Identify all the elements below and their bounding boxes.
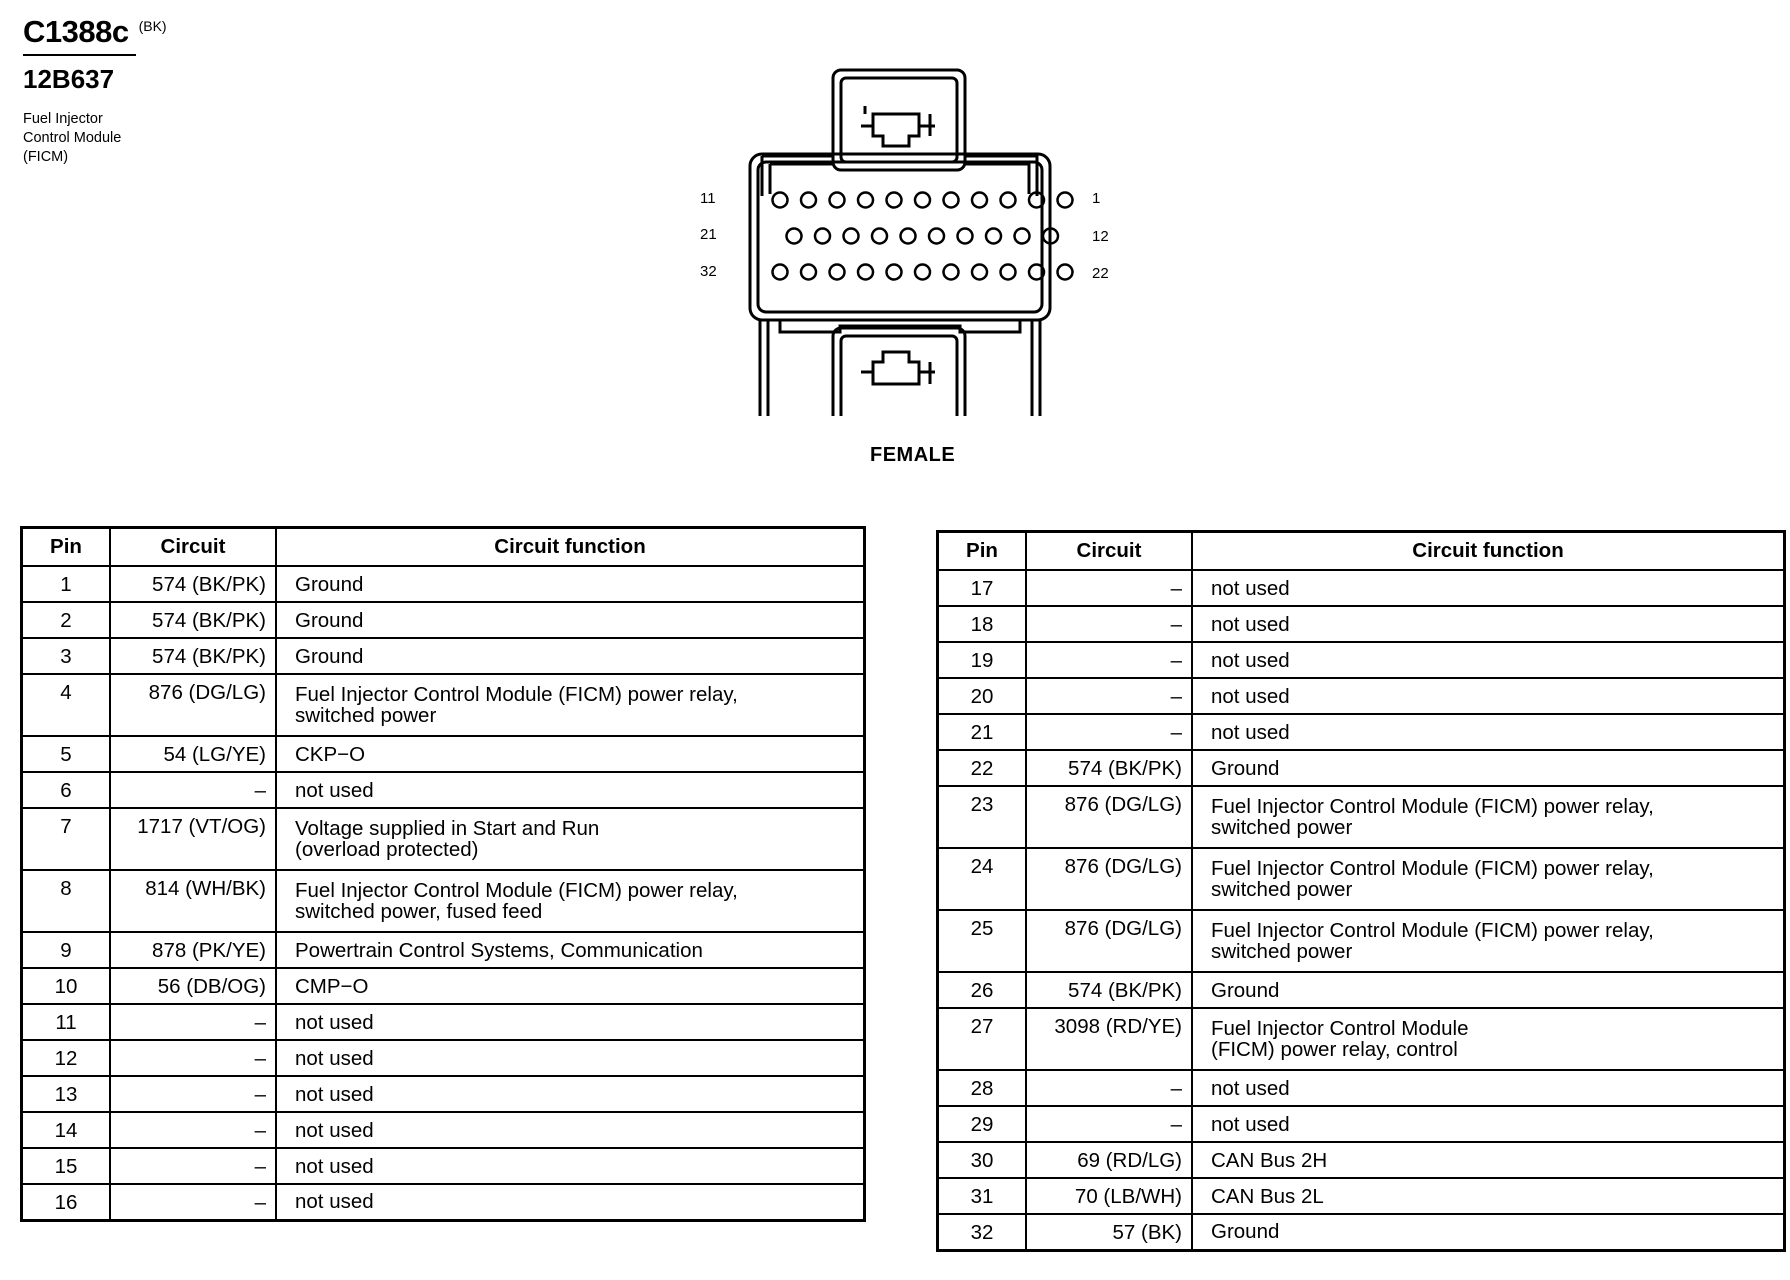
circuit-cell: 574 (BK/PK) xyxy=(1026,750,1192,786)
function-cell: not used xyxy=(276,1112,865,1148)
table-row xyxy=(938,1070,1785,1106)
function-cell: Fuel Injector Control Module (FICM) power relay, switched power xyxy=(1192,848,1785,910)
table-row xyxy=(938,678,1785,714)
function-cell: Fuel Injector Control Module (FICM) power relay, control xyxy=(1192,1008,1785,1070)
header-circuit: Circuit xyxy=(110,528,276,567)
function-cell: CAN Bus 2H xyxy=(1192,1142,1785,1178)
function-cell: not used xyxy=(1192,678,1785,714)
circuit-cell: – xyxy=(110,1184,276,1220)
circuit-cell: – xyxy=(110,1148,276,1184)
function-cell: not used xyxy=(276,1040,865,1076)
pin-table-right xyxy=(936,530,1786,1252)
pin-cell: 25 xyxy=(938,910,1027,972)
pin-cell: 29 xyxy=(938,1106,1027,1142)
table-row xyxy=(22,1184,865,1220)
circuit-cell: 574 (BK/PK) xyxy=(110,602,276,638)
pin-label-1: 1 xyxy=(1092,190,1101,207)
pin-hole xyxy=(773,265,788,280)
header-function: Circuit function xyxy=(1192,532,1785,571)
circuit-cell: 574 (BK/PK) xyxy=(110,566,276,602)
function-cell: not used xyxy=(276,1004,865,1040)
function-cell: not used xyxy=(1192,1070,1785,1106)
table-row xyxy=(938,848,1785,910)
pin-cell: 8 xyxy=(22,870,111,932)
circuit-cell: – xyxy=(1026,678,1192,714)
pin-cell: 11 xyxy=(22,1004,111,1040)
pin-hole xyxy=(844,229,859,244)
pin-hole xyxy=(1058,265,1073,280)
table-row xyxy=(22,968,865,1004)
pin-cell: 2 xyxy=(22,602,111,638)
pin-hole xyxy=(773,193,788,208)
pin-hole xyxy=(887,265,902,280)
pin-hole xyxy=(929,229,944,244)
pin-hole xyxy=(801,193,816,208)
circuit-cell: – xyxy=(1026,1106,1192,1142)
pin-hole xyxy=(787,229,802,244)
pin-hole xyxy=(944,193,959,208)
pin-cell: 15 xyxy=(22,1148,111,1184)
pin-cell: 20 xyxy=(938,678,1027,714)
pin-cell: 18 xyxy=(938,606,1027,642)
table-row xyxy=(938,714,1785,750)
pin-hole xyxy=(872,229,887,244)
table-row xyxy=(22,736,865,772)
pin-hole xyxy=(958,229,973,244)
table-row xyxy=(22,1004,865,1040)
description-line: (FICM) xyxy=(23,149,69,165)
top-latch-detail xyxy=(861,106,935,146)
pin-hole xyxy=(1001,193,1016,208)
table-row xyxy=(938,642,1785,678)
circuit-cell: 70 (LB/WH) xyxy=(1026,1178,1192,1214)
function-cell: not used xyxy=(1192,606,1785,642)
pin-cell: 17 xyxy=(938,570,1027,606)
circuit-cell: 876 (DG/LG) xyxy=(1026,786,1192,848)
connector-face-diagram xyxy=(690,66,1090,416)
pin-hole xyxy=(815,229,830,244)
pin-cell: 3 xyxy=(22,638,111,674)
circuit-cell: – xyxy=(110,1112,276,1148)
function-cell: not used xyxy=(276,772,865,808)
function-cell: Ground xyxy=(1192,972,1785,1008)
pin-label-11: 11 xyxy=(700,190,716,207)
pin-cell: 4 xyxy=(22,674,111,736)
pin-hole xyxy=(887,193,902,208)
function-cell: not used xyxy=(276,1148,865,1184)
table-row xyxy=(22,772,865,808)
circuit-cell: 56 (DB/OG) xyxy=(110,968,276,1004)
pin-cell: 21 xyxy=(938,714,1027,750)
table-row xyxy=(938,1142,1785,1178)
circuit-cell: 3098 (RD/YE) xyxy=(1026,1008,1192,1070)
circuit-cell: – xyxy=(1026,714,1192,750)
pin-hole xyxy=(1015,229,1030,244)
table-row xyxy=(22,602,865,638)
pin-cell: 27 xyxy=(938,1008,1027,1070)
pin-hole xyxy=(944,265,959,280)
pin-cell: 28 xyxy=(938,1070,1027,1106)
pin-hole xyxy=(801,265,816,280)
pin-cell: 23 xyxy=(938,786,1027,848)
table-row xyxy=(938,1214,1785,1250)
table-header-row xyxy=(938,532,1785,571)
circuit-cell: 876 (DG/LG) xyxy=(1026,848,1192,910)
pin-hole xyxy=(915,193,930,208)
pin-cell: 26 xyxy=(938,972,1027,1008)
function-cell: Voltage supplied in Start and Run (overload protected) xyxy=(276,808,865,870)
circuit-cell: – xyxy=(110,1004,276,1040)
pin-label-12: 12 xyxy=(1092,228,1109,245)
pin-cell: 19 xyxy=(938,642,1027,678)
pin-cell: 13 xyxy=(22,1076,111,1112)
function-cell: Powertrain Control Systems, Communication xyxy=(276,932,865,968)
circuit-cell: 57 (BK) xyxy=(1026,1214,1192,1250)
pin-hole xyxy=(972,265,987,280)
pin-cell: 30 xyxy=(938,1142,1027,1178)
table-row xyxy=(938,570,1785,606)
lower-frame xyxy=(760,320,1040,416)
function-cell: Ground xyxy=(276,602,865,638)
function-cell: not used xyxy=(1192,642,1785,678)
pin-hole xyxy=(986,229,1001,244)
pin-cell: 5 xyxy=(22,736,111,772)
part-number: 12B637 xyxy=(23,64,115,94)
header-circuit: Circuit xyxy=(1026,532,1192,571)
function-cell: CAN Bus 2L xyxy=(1192,1178,1785,1214)
connector-color: (BK) xyxy=(138,18,167,34)
description-line: Fuel Injector xyxy=(23,111,103,127)
pin-cell: 7 xyxy=(22,808,111,870)
connector-gender-label: FEMALE xyxy=(870,444,956,466)
table-row xyxy=(938,606,1785,642)
circuit-cell: – xyxy=(1026,642,1192,678)
function-cell: Ground xyxy=(276,566,865,602)
circuit-cell: 1717 (VT/OG) xyxy=(110,808,276,870)
bottom-latch-inner xyxy=(841,336,957,416)
circuit-cell: – xyxy=(110,1040,276,1076)
pin-cell: 10 xyxy=(22,968,111,1004)
table-row xyxy=(938,1178,1785,1214)
header-pin: Pin xyxy=(938,532,1027,571)
table-row xyxy=(938,1106,1785,1142)
pin-cell: 12 xyxy=(22,1040,111,1076)
pin-cell: 31 xyxy=(938,1178,1027,1214)
circuit-cell: 574 (BK/PK) xyxy=(110,638,276,674)
circuit-cell: – xyxy=(110,1076,276,1112)
pin-cell: 16 xyxy=(22,1184,111,1220)
connector-id: C1388c xyxy=(23,14,129,49)
circuit-cell: 574 (BK/PK) xyxy=(1026,972,1192,1008)
function-cell: CMP−O xyxy=(276,968,865,1004)
circuit-cell: 876 (DG/LG) xyxy=(1026,910,1192,972)
function-cell: CKP−O xyxy=(276,736,865,772)
pin-label-22: 22 xyxy=(1092,265,1109,282)
table-row xyxy=(22,808,865,870)
pin-hole xyxy=(1058,193,1073,208)
table-row xyxy=(22,1040,865,1076)
pin-cell: 6 xyxy=(22,772,111,808)
pin-hole xyxy=(1001,265,1016,280)
bottom-latch-detail xyxy=(861,352,935,384)
function-cell: Fuel Injector Control Module (FICM) power relay, switched power xyxy=(1192,786,1785,848)
circuit-cell: – xyxy=(110,772,276,808)
connector-title xyxy=(23,14,167,50)
table-row xyxy=(22,674,865,736)
table-row xyxy=(938,750,1785,786)
table-row xyxy=(938,1008,1785,1070)
pin-label-32: 32 xyxy=(700,263,717,280)
circuit-cell: 878 (PK/YE) xyxy=(110,932,276,968)
function-cell: Fuel Injector Control Module (FICM) power relay, switched power, fused feed xyxy=(276,870,865,932)
pin-cell: 24 xyxy=(938,848,1027,910)
table-row xyxy=(938,910,1785,972)
table-row xyxy=(22,1148,865,1184)
pin-cell: 32 xyxy=(938,1214,1027,1250)
title-underline xyxy=(23,54,136,56)
function-cell: not used xyxy=(1192,1106,1785,1142)
table-row xyxy=(22,932,865,968)
pin-cell: 22 xyxy=(938,750,1027,786)
pin-hole xyxy=(858,193,873,208)
body-bottom-notch xyxy=(780,320,1020,332)
pin-cell: 14 xyxy=(22,1112,111,1148)
function-cell: not used xyxy=(276,1076,865,1112)
description-line: Control Module xyxy=(23,130,122,146)
circuit-cell: – xyxy=(1026,1070,1192,1106)
circuit-cell: 54 (LG/YE) xyxy=(110,736,276,772)
table-header-row xyxy=(22,528,865,567)
function-cell: Fuel Injector Control Module (FICM) power relay, switched power xyxy=(276,674,865,736)
table-row xyxy=(938,972,1785,1008)
header-pin: Pin xyxy=(22,528,111,567)
pin-hole xyxy=(830,193,845,208)
table-row xyxy=(22,1076,865,1112)
pin-cell: 9 xyxy=(22,932,111,968)
function-cell: Ground xyxy=(1192,1214,1785,1250)
table-row xyxy=(938,786,1785,848)
header-function: Circuit function xyxy=(276,528,865,567)
table-row xyxy=(22,638,865,674)
circuit-cell: 814 (WH/BK) xyxy=(110,870,276,932)
function-cell: not used xyxy=(276,1184,865,1220)
circuit-cell: 69 (RD/LG) xyxy=(1026,1142,1192,1178)
table-row xyxy=(22,1112,865,1148)
circuit-cell: 876 (DG/LG) xyxy=(110,674,276,736)
bottom-latch-outer xyxy=(833,328,965,416)
function-cell: not used xyxy=(1192,714,1785,750)
table-row xyxy=(22,870,865,932)
pin-hole xyxy=(915,265,930,280)
function-cell: Ground xyxy=(1192,750,1785,786)
top-latch-inner xyxy=(841,78,957,162)
function-cell: not used xyxy=(1192,570,1785,606)
pin-hole xyxy=(830,265,845,280)
pin-label-21: 21 xyxy=(700,226,717,243)
pin-cell: 1 xyxy=(22,566,111,602)
pin-table-left xyxy=(20,526,866,1222)
table-row xyxy=(22,566,865,602)
pin-hole xyxy=(858,265,873,280)
circuit-cell: – xyxy=(1026,606,1192,642)
pin-hole xyxy=(972,193,987,208)
component-description xyxy=(23,110,163,167)
function-cell: Fuel Injector Control Module (FICM) power relay, switched power xyxy=(1192,910,1785,972)
function-cell: Ground xyxy=(276,638,865,674)
pin-hole xyxy=(901,229,916,244)
circuit-cell: – xyxy=(1026,570,1192,606)
